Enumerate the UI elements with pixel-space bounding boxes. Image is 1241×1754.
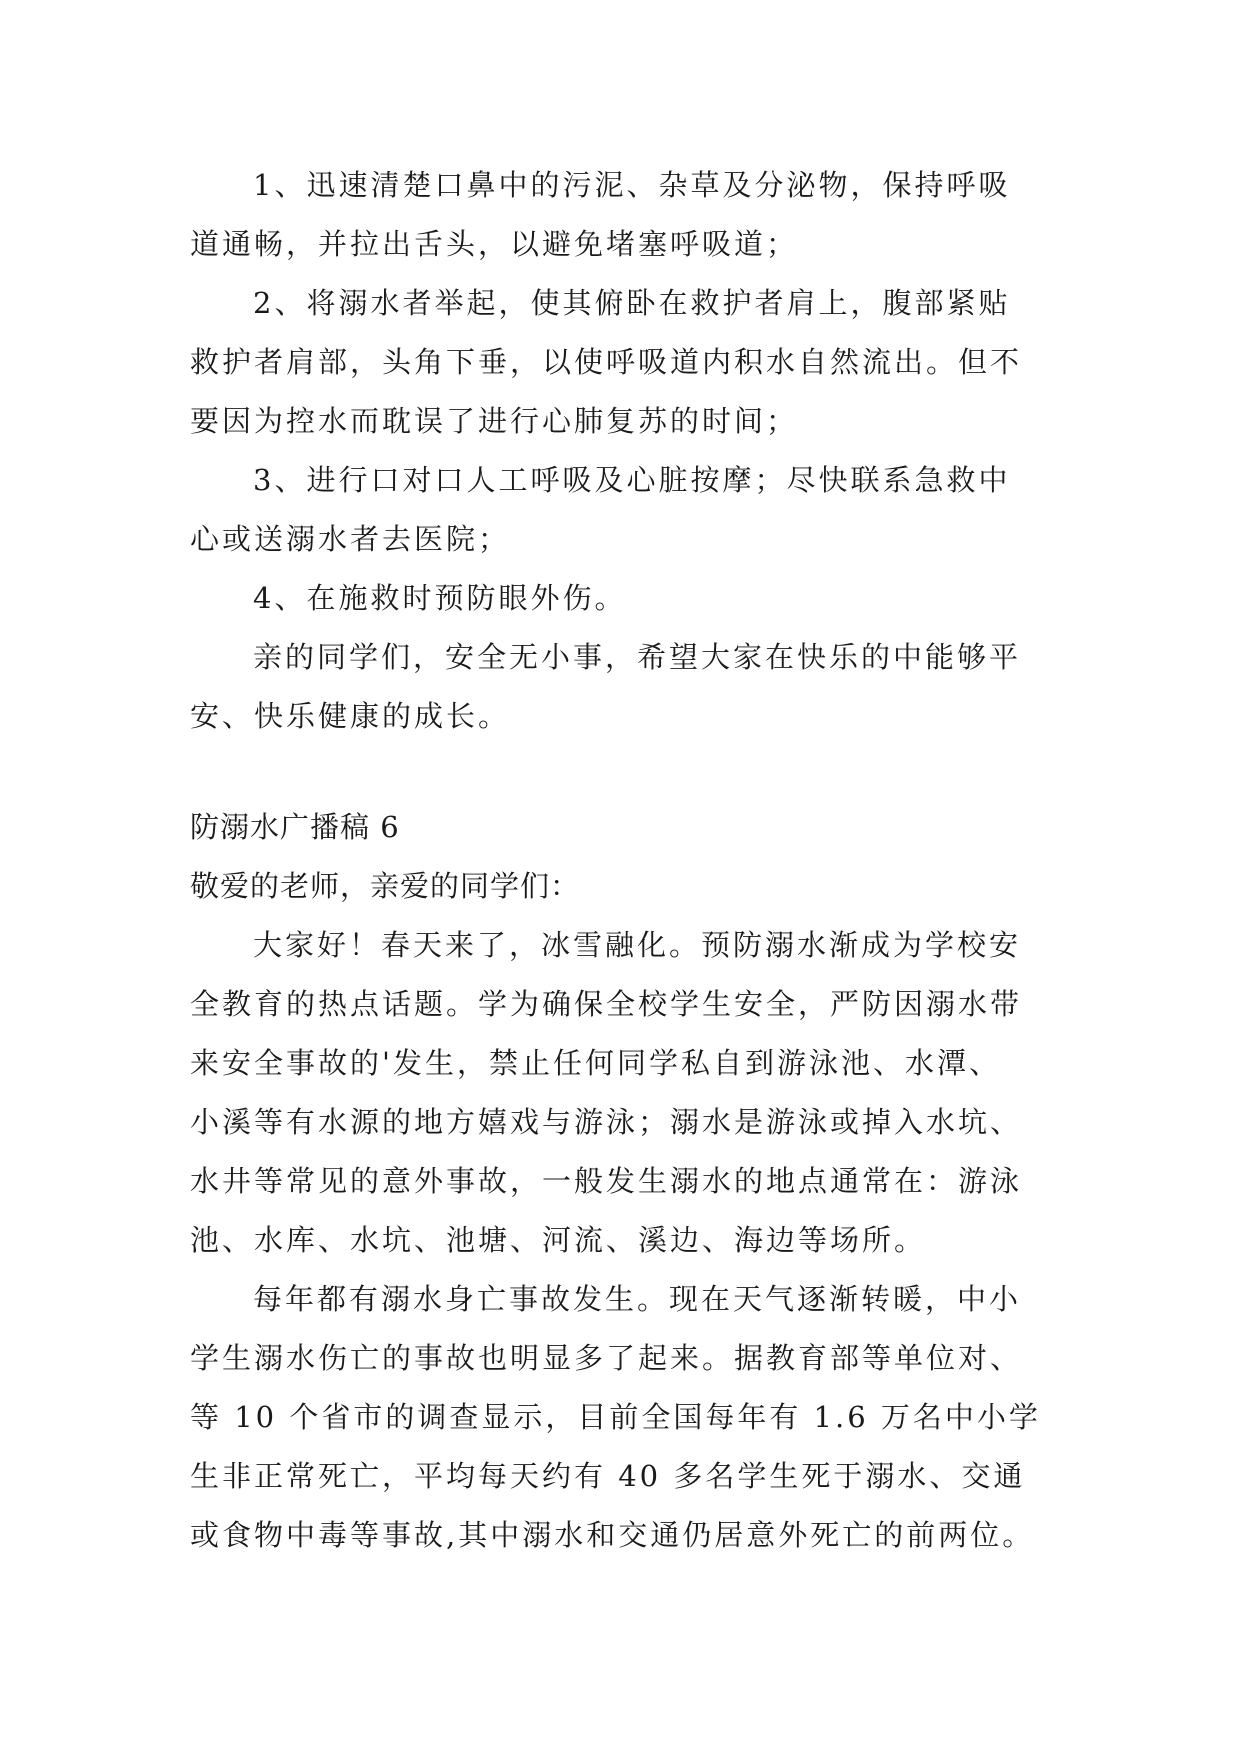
- para1-line-3: 来安全事故的'发生，禁止任何同学私自到游泳池、水潭、: [190, 1046, 1001, 1080]
- para2-line-4: 生非正常死亡，平均每天约有 40 多名学生死于溺水、交通: [190, 1459, 1026, 1493]
- closing-line-2: 安、快乐健康的成长。: [190, 699, 511, 733]
- para1-line-1: 大家好！春天来了，冰雪融化。预防溺水渐成为学校安: [253, 928, 1022, 962]
- step-1-line-2: 道通畅，并拉出舌头，以避免堵塞呼吸道；: [190, 227, 799, 261]
- step-2-line-2: 救护者肩部，头角下垂，以使呼吸道内积水自然流出。但不: [190, 345, 1023, 379]
- para2-line-3: 等 10 个省市的调查显示，目前全国每年有 1.6 万名中小学: [190, 1400, 1041, 1434]
- step-3-line-1: 3、进行口对口人工呼吸及心脏按摩；尽快联系急救中: [253, 463, 1011, 497]
- section-title: 防溺水广播稿 6: [190, 810, 400, 844]
- para2-line-1: 每年都有溺水身亡事故发生。现在天气逐渐转暖，中小: [253, 1282, 1022, 1316]
- para1-line-5: 水井等常见的意外事故，一般发生溺水的地点通常在：游泳: [190, 1164, 1023, 1198]
- para2-line-2: 学生溺水伤亡的事故也明显多了起来。据教育部等单位对、: [190, 1341, 1023, 1375]
- step-1-line-1: 1、迅速清楚口鼻中的污泥、杂草及分泌物，保持呼吸: [253, 168, 1011, 202]
- step-2-line-3: 要因为控水而耽误了进行心肺复苏的时间；: [190, 404, 799, 438]
- step-3-line-2: 心或送溺水者去医院；: [190, 522, 511, 556]
- closing-line-1: 亲的同学们，安全无小事，希望大家在快乐的中能够平: [253, 640, 1022, 674]
- step-2-line-1: 2、将溺水者举起，使其俯卧在救护者肩上，腹部紧贴: [253, 286, 1011, 320]
- para1-line-6: 池、水库、水坑、池塘、河流、溪边、海边等场所。: [190, 1223, 927, 1257]
- para1-line-2: 全教育的热点话题。学为确保全校学生安全，严防因溺水带: [190, 987, 1023, 1021]
- step-4-line-1: 4、在施救时预防眼外伤。: [253, 581, 627, 615]
- salutation: 敬爱的老师，亲爱的同学们：: [190, 869, 581, 903]
- para2-line-5: 或食物中毒等事故,其中溺水和交通仍居意外死亡的前两位。: [190, 1518, 1035, 1552]
- para1-line-4: 小溪等有水源的地方嬉戏与游泳；溺水是游泳或掉入水坑、: [190, 1105, 1023, 1139]
